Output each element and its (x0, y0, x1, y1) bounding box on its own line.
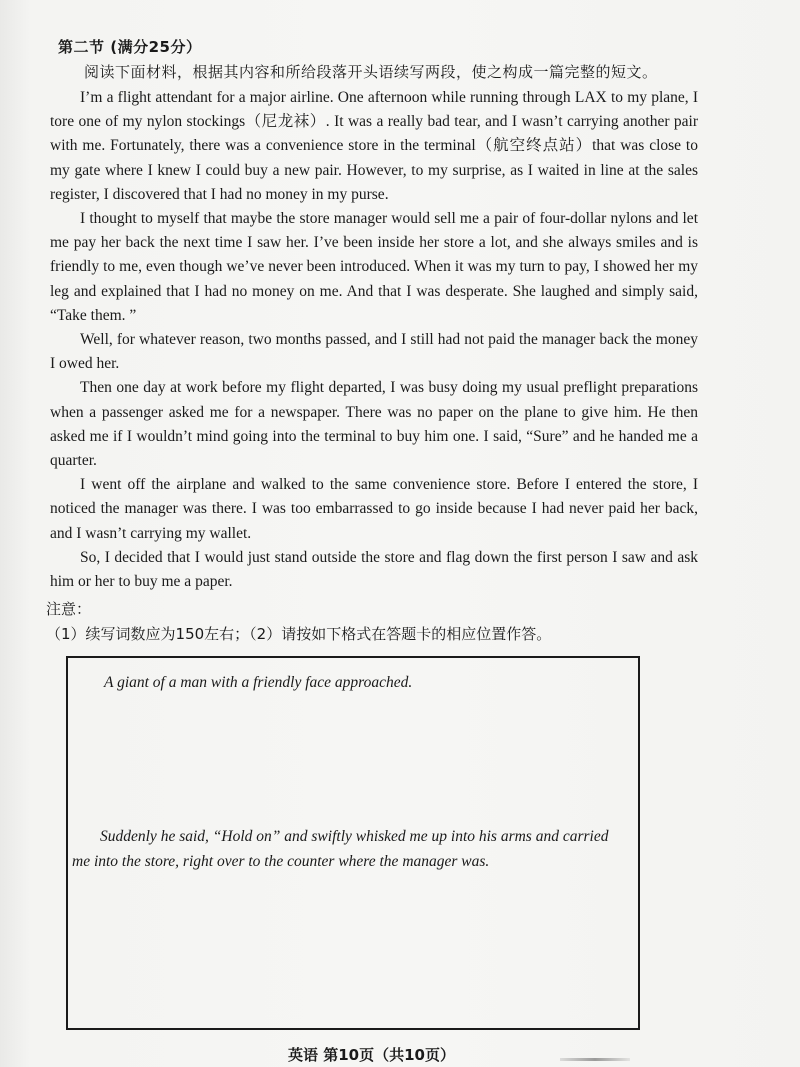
passage-paragraph-1: I’m a flight attendant for a major airline. One afternoon while running through LAX to my plane, I tore one of my nylon stockings（尼龙袜）. It was a really bad tear, and I wasn’t carrying another pair with me. Fortunately, there was a convenience store in the terminal（航空终点站）that was close to my gate where I knew I could buy a new pair. However, to my surprise, as I waited in line at the sales register, I discovered that I had no money in my purse. (50, 89, 698, 203)
instruction-text: 阅读下面材料，根据其内容和所给段落开头语续写两段，使之构成一篇完整的短文。 (84, 63, 658, 81)
paragraph-opening-2-line-1: Suddenly he said, “Hold on” and swiftly whisked me up into his arms and carried (100, 828, 609, 845)
paragraph-opening-2-line-2: me into the store, right over to the counter where the manager was. (72, 853, 490, 870)
passage-paragraph-4: Then one day at work before my flight departed, I was busy doing my usual preflight preparations when a passenger asked me for a newspaper. There was no paper on the plane to give him. He then asked me if I wouldn’t mind going into the terminal to buy him one. I said, “Sure” and he handed me a quarter. (50, 379, 698, 470)
reading-passage (50, 86, 698, 594)
notes-heading: 注意： (46, 600, 92, 618)
passage-paragraph-5: I went off the airplane and walked to the same convenience store. Before I entered the store, I noticed the manager was there. I was too embarrassed to go inside because I had never paid her back, and I wasn’t carrying my wallet. (50, 476, 698, 542)
scan-mark (560, 1058, 630, 1061)
answer-box (66, 656, 640, 1030)
passage-paragraph-3: Well, for whatever reason, two months passed, and I still had not paid the manager back the money I owed her. (50, 331, 698, 373)
passage-paragraph-6: So, I decided that I would just stand outside the store and flag down the first person I saw and ask him or her to buy me a paper. (50, 548, 698, 591)
passage-paragraph-2: I thought to myself that maybe the store manager would sell me a pair of four-dollar nylons and let me pay her back the next time I saw her. I’ve been inside her store a lot, and she always smiles and is friendly to me, even though we’ve never been introduced. When it was my turn to pay, I showed her my leg and explained that I had no money on me. And that I was desperate. She laughed and simply said, “Take them. ” (50, 210, 698, 324)
section-title: 第二节 (满分25分） (58, 38, 202, 56)
page-footer: 英语 第10页（共10页） (288, 1046, 455, 1064)
paragraph-opening-1: A giant of a man with a friendly face approached. (104, 674, 413, 691)
notes-requirements: （1）续写词数应为150左右；（2）请按如下格式在答题卡的相应位置作答。 (46, 625, 552, 643)
